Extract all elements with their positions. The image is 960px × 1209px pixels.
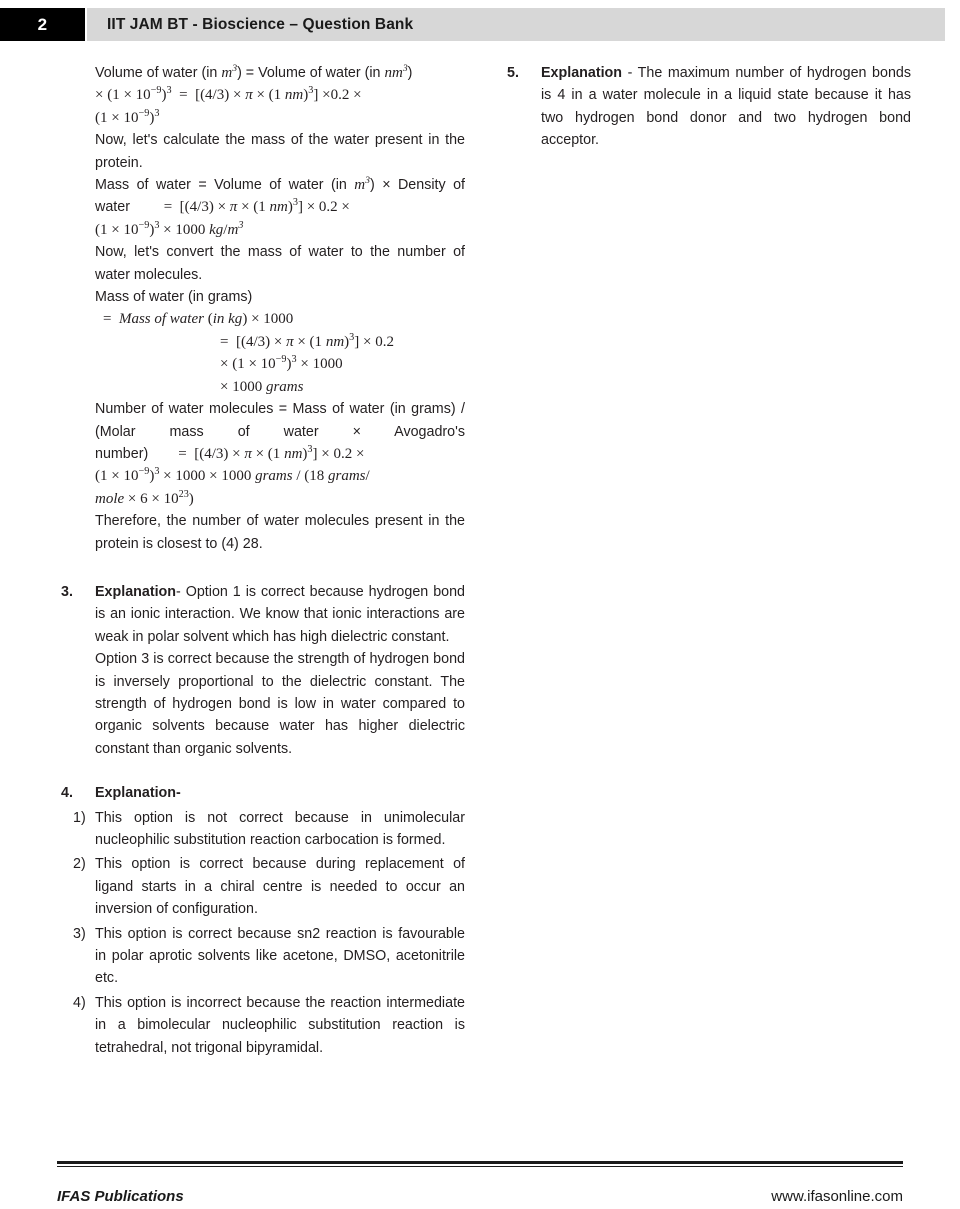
item-body-5 — [541, 62, 911, 152]
option-item-4 — [65, 992, 465, 1059]
symbol-m: m — [221, 65, 233, 81]
conclusion-paragraph: Therefore, the number of water molecules present in the protein is closest to (4) 28. — [95, 513, 465, 552]
option-marker-3: 3) — [73, 925, 86, 942]
equation-3-line-4: × 1000 grams — [220, 378, 304, 395]
equation-2-line-1: = [(4/3) × π × (1 nm)$^3$] × 0.2 × — [129, 197, 350, 216]
symbol-nm: nm — [384, 65, 403, 81]
item-marker-4: 4. — [61, 785, 73, 802]
item-5-text: - The maximum number of hydrogen bonds is 4 in a water molecule in a liquid state because it has two hydrogen bond donor and two hydrogen bond acceptor. — [541, 65, 911, 149]
explanation-item-5 — [503, 62, 911, 152]
number-of-water-molecules-line — [95, 398, 465, 465]
mass-of-water-line — [95, 174, 465, 219]
symbol-nm-exponent: 3 — [402, 63, 408, 75]
option-text-4: This option is incorrect because the reaction intermediate in a bimolecular nucleophilic substitution reaction is tetrahedral, not trigonal bipyramidal. — [95, 994, 465, 1056]
option-marker-2: 2) — [73, 856, 86, 873]
equation-4-line-1: = [(4/3) × π × (1 nm)$^3$] × 0.2 × — [148, 443, 365, 462]
item-5-lead: Explanation — [541, 65, 623, 81]
option-text-1: This option is not correct because in unimolecular nucleophilic substitution reaction carbocation is formed. — [95, 809, 465, 848]
equation-3-line-3: × $(1 \times 10^{-9})^3 \times 1000$ — [220, 354, 343, 373]
option-text-2: This option is correct because during replacement of ligand starts in a chiral centre is needed to occur an inversion of configuration. — [95, 856, 465, 918]
molecules-line-text: Number of water molecules = Mass of water (in grams) / (Molar mass of water × Avogadro's number) — [95, 401, 465, 462]
item-3-text-2: Option 3 is correct because the strength of hydrogen bond is inversely proportional to the dielectric constant. The strength of hydrogen bond is low in water compared to organic solvents because water has higher dielectric constant than organic solvents. — [95, 651, 465, 757]
mass-line-part2: ) × Density of water — [95, 177, 465, 216]
equation-4-line-3: mole × $6 \times 10^{23}$) — [95, 488, 194, 507]
item-body-4 — [95, 782, 465, 804]
paragraph-calculate-mass: Now, let's calculate the mass of the water present in the protein. — [95, 132, 465, 171]
explanation-item-4 — [57, 782, 465, 804]
option-item-3 — [65, 923, 465, 990]
label-mass-of-water-grams: Mass of water (in grams) — [95, 289, 253, 306]
item-4-options — [65, 807, 465, 1059]
equation-2-line-2: $(1 \times 10^{-9})^3 \times 1000$ $kg/m^3$ — [95, 219, 244, 238]
paragraph-convert-mass: Now, let's convert the mass of water to the number of water molecules. — [95, 244, 465, 283]
item-marker-5: 5. — [507, 65, 519, 81]
left-column — [57, 62, 465, 1059]
item-3-text: - Option 1 is correct because hydrogen bond is an ionic interaction. We know that ionic interactions are weak in polar solvent which has high dielectric constant. — [95, 583, 465, 645]
page-number-badge: 2 — [0, 8, 85, 41]
option-item-2 — [65, 853, 465, 920]
symbol-m-2-exponent: 3 — [365, 175, 370, 187]
volume-line-part1: Volume of water (in — [95, 65, 222, 81]
equation-1-line-2: $(1 \times 10^{-9})^3$ — [95, 107, 160, 126]
equation-3-line-2: = [(4/3) × π × (1 nm)$^3$] × 0.2 — [220, 331, 394, 350]
mass-line-part1: Mass of water = Volume of water (in — [95, 177, 355, 194]
equation-4-line-2: $(1 \times 10^{-9})^3 \times 1000 \times 1000$ grams / (18 grams/ — [95, 466, 370, 485]
volume-of-water-line — [95, 62, 465, 84]
equation-3-line-1: = Mass of water (in kg) × 1000 — [103, 311, 294, 328]
volume-line-part3: ) — [407, 65, 413, 81]
option-marker-4: 4) — [73, 994, 86, 1011]
item-3-lead: Explanation — [95, 583, 177, 600]
page-title: IIT JAM BT - Bioscience – Question Bank — [107, 15, 414, 33]
right-column — [503, 62, 911, 152]
item-body-3 — [95, 581, 465, 760]
option-text-3: This option is correct because sn2 reaction is favourable in polar aprotic solvents like acetone, DMSO, acetonitrile etc. — [95, 925, 465, 987]
option-marker-1: 1) — [73, 809, 86, 826]
equation-1-line-1: × $(1 \times 10^{-9})^3 = [(4/3) \times \pi \times (1$ nm)$^3$] ×0.2 × — [95, 85, 362, 104]
footer-publisher: IFAS Publications — [57, 1188, 184, 1205]
page-header — [0, 8, 945, 41]
symbol-m-2: m — [354, 177, 366, 194]
footer-divider — [57, 1161, 903, 1167]
item-marker-3: 3. — [61, 583, 73, 600]
option-item-1 — [65, 807, 465, 852]
item-4-lead: Explanation- — [95, 785, 181, 802]
volume-line-part2: ) = Volume of water (in — [237, 65, 385, 81]
explanation-item-3 — [57, 581, 465, 760]
symbol-m-exponent: 3 — [232, 63, 238, 75]
footer-website[interactable]: www.ifasonline.com — [771, 1188, 903, 1205]
continued-solution-block — [95, 62, 465, 555]
